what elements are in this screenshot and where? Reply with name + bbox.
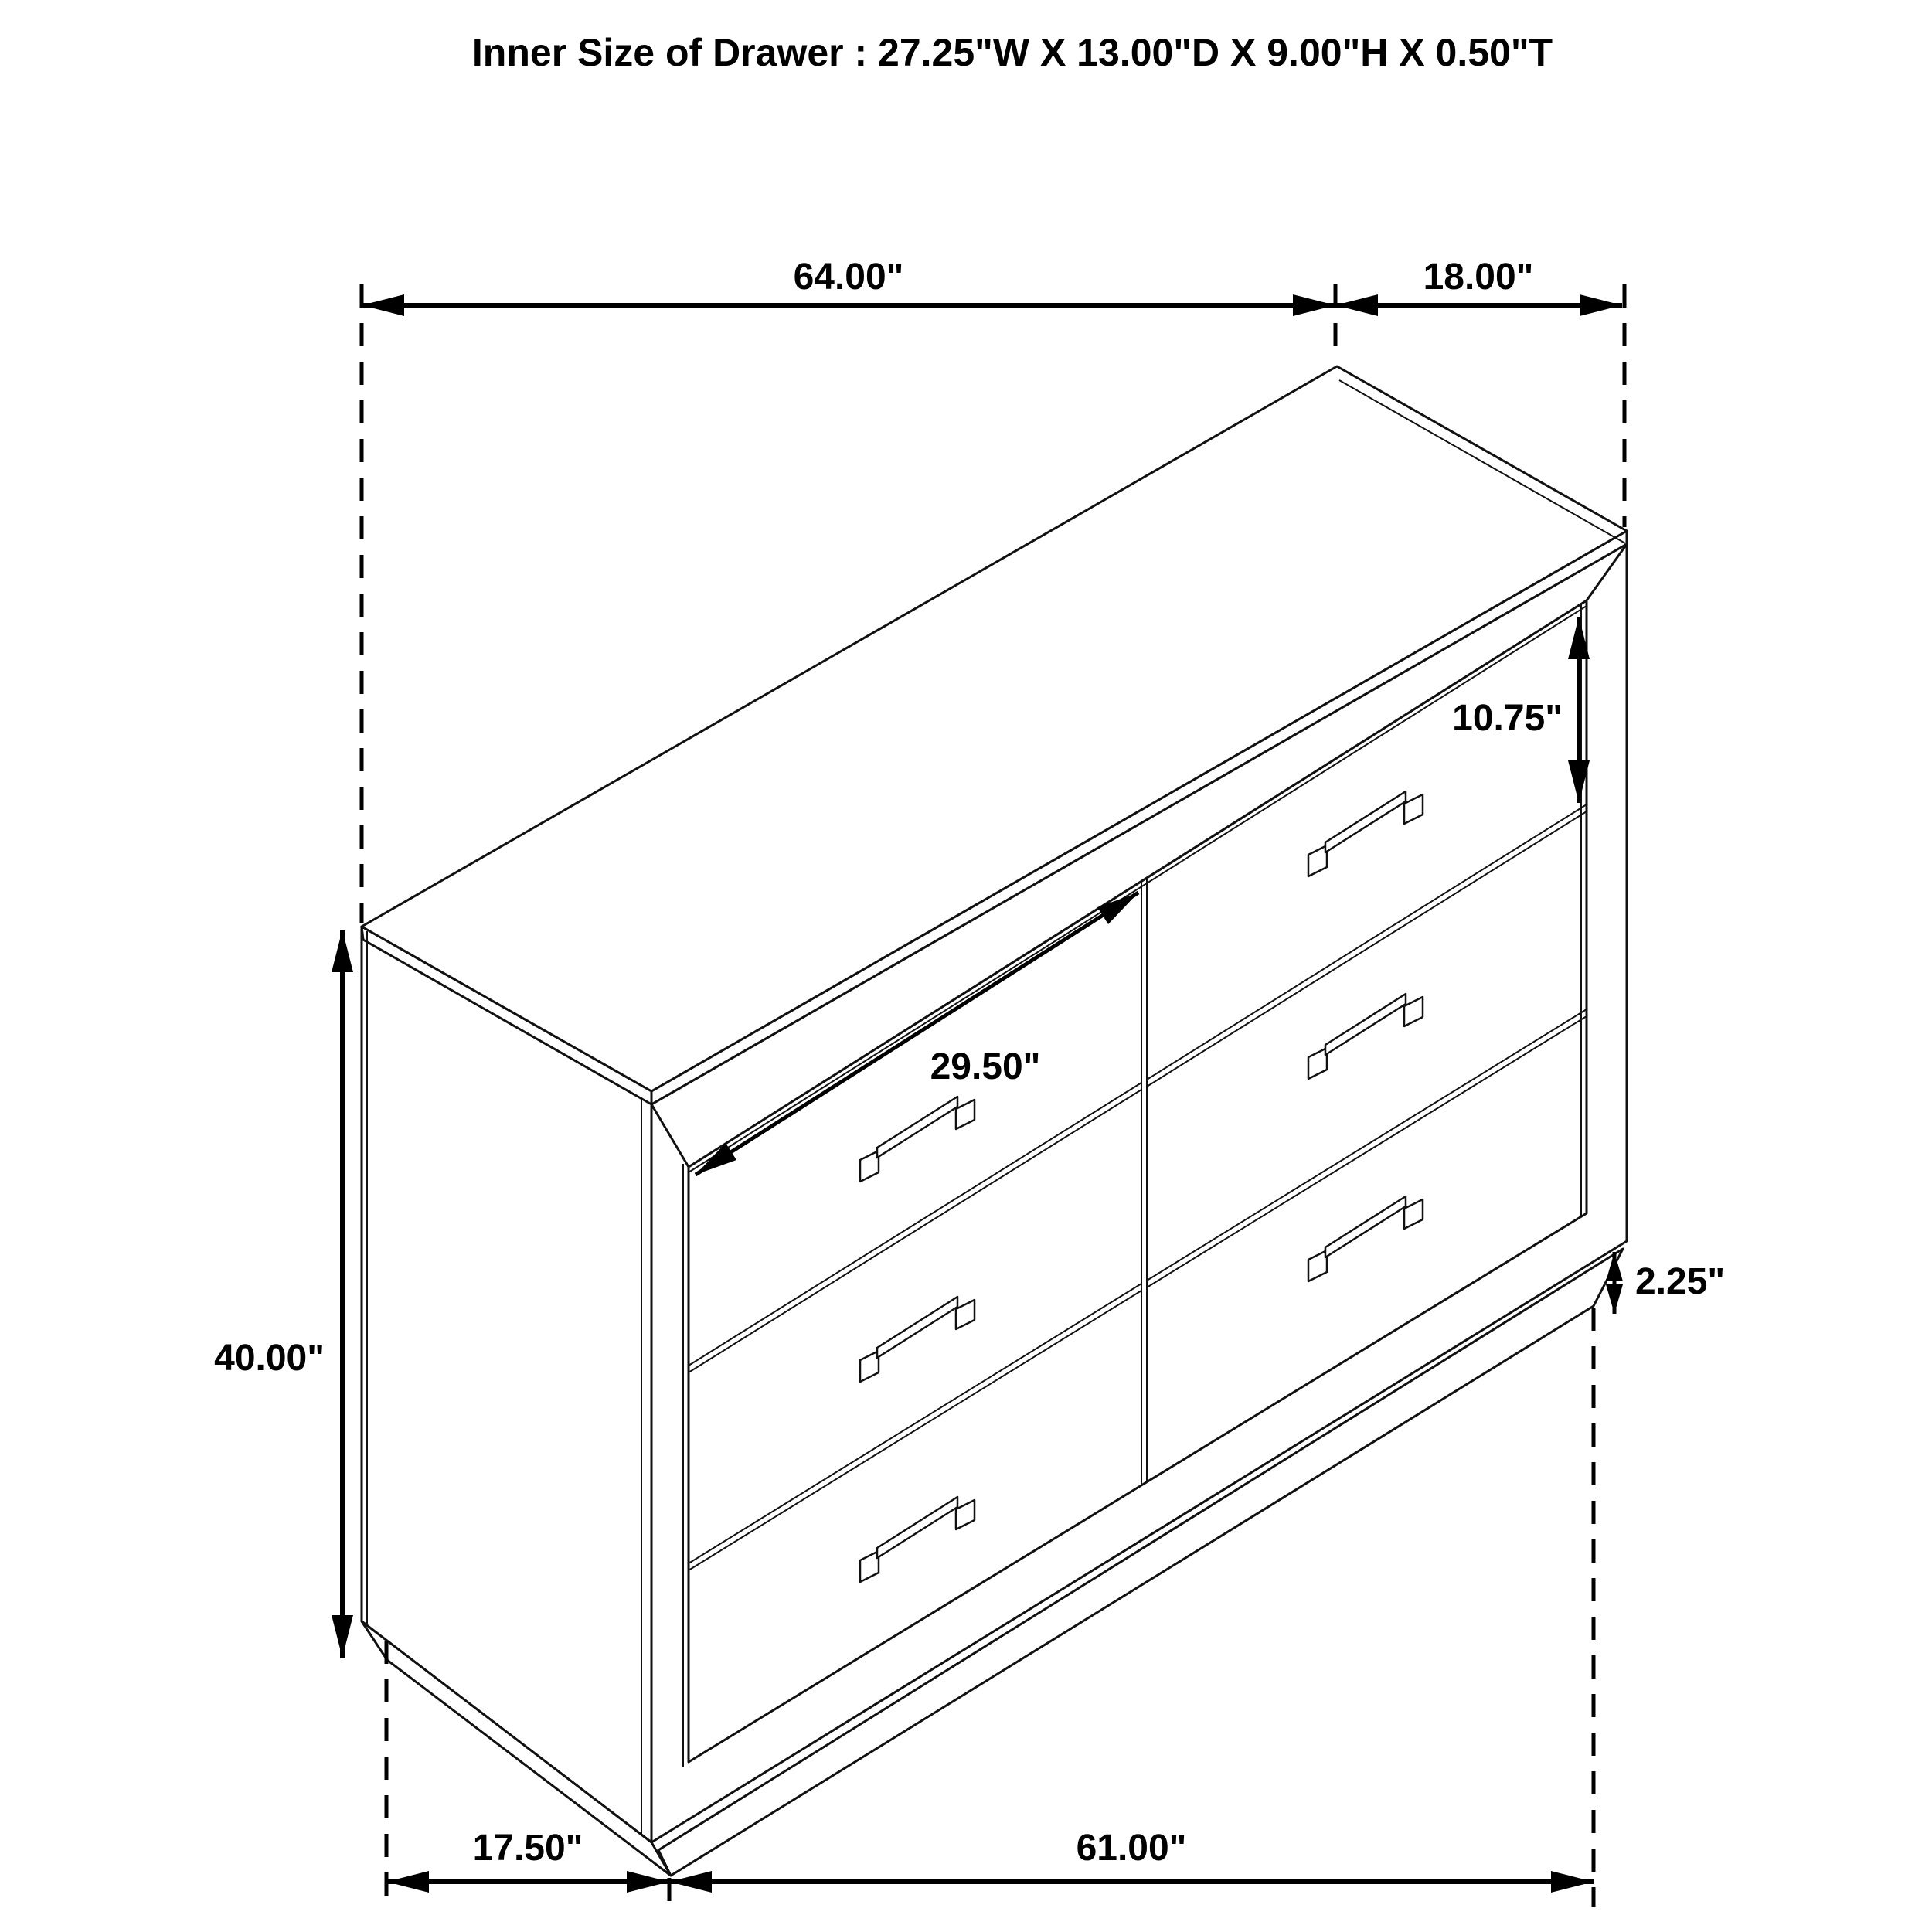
page-title: Inner Size of Drawer : 27.25"W X 13.00"D X 9.00"H X 0.50"T [471,31,1553,74]
drawer-handle-bottom-left [860,1497,975,1582]
drawer-column-divider [1141,878,1147,1485]
arrowhead-icon [1606,1284,1623,1314]
arrowhead-icon [669,1871,712,1893]
drawer-handle-middle-left [860,1297,975,1382]
arrowhead-icon [1580,294,1622,316]
drawer-handle-top-left [860,1097,975,1182]
drawer-handle-middle-right [1308,994,1423,1079]
dim-top-width [362,257,1335,316]
dim-label-top-depth: 18.00" [1423,257,1534,298]
arrowhead-icon [1335,294,1378,316]
drawer-handle-top-right [1308,791,1423,876]
drawer-handle-bottom-right [1308,1196,1423,1281]
dim-label-drawer-opening-height: 10.75" [1452,698,1563,739]
dim-label-floor-depth: 17.50" [472,1828,583,1869]
dim-label-top-width: 64.00" [793,257,904,298]
dim-label-floor-width: 61.00" [1076,1828,1187,1869]
dim-label-drawer-opening-width: 29.50" [930,1046,1041,1087]
right-column-drawer-divisions [1147,804,1587,1287]
arrowhead-icon [1551,1871,1594,1893]
dresser-drawing [362,366,1627,1876]
dim-top-depth [1335,257,1622,316]
arrowhead-icon [362,294,404,316]
arrowhead-icon [332,1615,353,1658]
arrowhead-icon [386,1871,429,1893]
dim-overall-height [214,930,353,1658]
dim-label-base-height: 2.25" [1635,1261,1726,1302]
arrowhead-icon [1293,294,1335,316]
arrowhead-icon [332,930,353,972]
dim-label-overall-height: 40.00" [214,1338,325,1379]
dim-base-height [1606,1252,1725,1314]
arrowhead-icon [627,1871,669,1893]
dim-floor-width [669,1828,1594,1893]
